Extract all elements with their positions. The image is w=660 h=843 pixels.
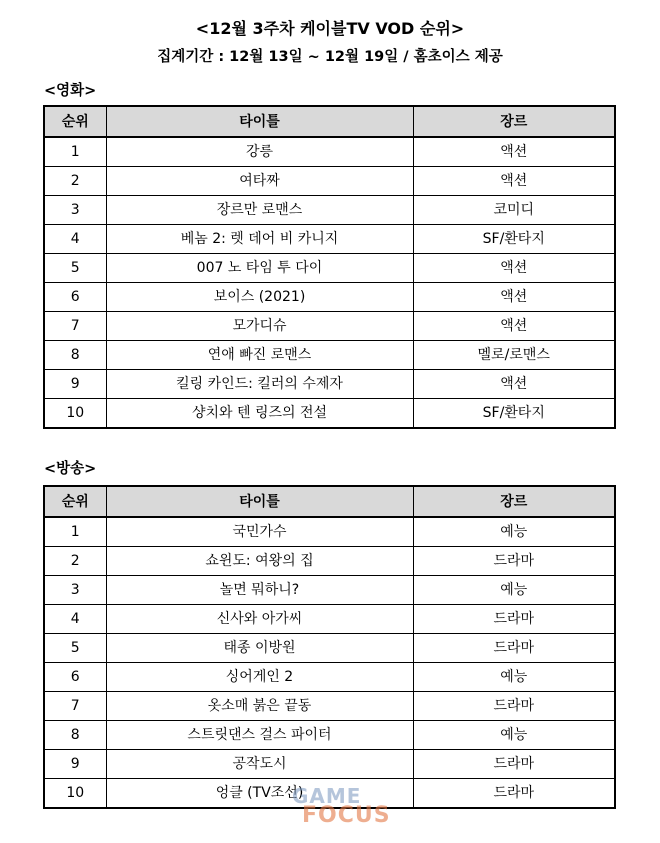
genre-cell: 드라마	[413, 634, 615, 663]
genre-cell: 예능	[413, 517, 615, 547]
rank-cell: 4	[44, 605, 106, 634]
genre-cell: 액션	[413, 137, 615, 167]
column-header-genre: 장르	[413, 486, 615, 517]
genre-cell: 드라마	[413, 779, 615, 809]
page-title: <12월 3주차 케이블TV VOD 순위>	[195, 19, 465, 38]
title-cell: 연애 빠진 로맨스	[106, 341, 413, 370]
rank-cell: 8	[44, 721, 106, 750]
genre-cell: 액션	[413, 254, 615, 283]
genre-cell: 코미디	[413, 196, 615, 225]
genre-cell: 드라마	[413, 605, 615, 634]
table-row	[44, 721, 615, 750]
title-cell: 싱어게인 2	[106, 663, 413, 692]
table-row	[44, 225, 615, 254]
table-header-row	[44, 486, 615, 517]
movies-section-label: <영화>	[44, 83, 97, 99]
genre-cell: 액션	[413, 167, 615, 196]
title-cell: 스트릿댄스 걸스 파이터	[106, 721, 413, 750]
title-cell: 강릉	[106, 137, 413, 167]
title-cell: 여타짜	[106, 167, 413, 196]
title-cell: 공작도시	[106, 750, 413, 779]
title-cell: 장르만 로맨스	[106, 196, 413, 225]
table-header-row	[44, 106, 615, 137]
table-row	[44, 283, 615, 312]
title-cell: 엉클 (TV조선)	[106, 779, 413, 809]
column-header-title: 타이틀	[106, 106, 413, 137]
genre-cell: SF/환타지	[413, 225, 615, 254]
table-row	[44, 779, 615, 809]
table-row	[44, 167, 615, 196]
table-row	[44, 517, 615, 547]
table-row	[44, 634, 615, 663]
column-header-rank: 순위	[44, 486, 106, 517]
title-cell: 신사와 아가씨	[106, 605, 413, 634]
title-cell: 쇼윈도: 여왕의 집	[106, 547, 413, 576]
table-row	[44, 312, 615, 341]
tv-ranking-table	[43, 485, 616, 809]
rank-cell: 3	[44, 576, 106, 605]
rank-cell: 1	[44, 137, 106, 167]
title-cell: 베놈 2: 렛 데어 비 카니지	[106, 225, 413, 254]
rank-cell: 10	[44, 779, 106, 809]
rank-cell: 2	[44, 167, 106, 196]
rank-cell: 2	[44, 547, 106, 576]
column-header-genre: 장르	[413, 106, 615, 137]
genre-cell: 액션	[413, 312, 615, 341]
table-row	[44, 341, 615, 370]
title-cell: 킬링 카인드: 킬러의 수제자	[106, 370, 413, 399]
table-row	[44, 399, 615, 429]
rank-cell: 6	[44, 663, 106, 692]
table-row	[44, 547, 615, 576]
title-cell: 보이스 (2021)	[106, 283, 413, 312]
genre-cell: 예능	[413, 721, 615, 750]
genre-cell: 드라마	[413, 547, 615, 576]
watermark-line-bottom: FOCUS	[302, 803, 391, 828]
rank-cell: 7	[44, 312, 106, 341]
watermark-line-top: GAME	[292, 784, 362, 808]
title-cell: 샹치와 텐 링즈의 전설	[106, 399, 413, 429]
rank-cell: 6	[44, 283, 106, 312]
genre-cell: 드라마	[413, 750, 615, 779]
title-cell: 옷소매 붉은 끝동	[106, 692, 413, 721]
table-row	[44, 370, 615, 399]
rank-cell: 9	[44, 370, 106, 399]
rank-cell: 10	[44, 399, 106, 429]
tv-section-label: <방송>	[44, 461, 97, 477]
genre-cell: 액션	[413, 283, 615, 312]
genre-cell: 멜로/로맨스	[413, 341, 615, 370]
genre-cell: 드라마	[413, 692, 615, 721]
rank-cell: 5	[44, 254, 106, 283]
genre-cell: SF/환타지	[413, 399, 615, 429]
genre-cell: 예능	[413, 663, 615, 692]
period-subtitle: 집계기간 : 12월 13일 ~ 12월 19일 / 홈초이스 제공	[157, 49, 503, 65]
table-row	[44, 605, 615, 634]
table-row	[44, 137, 615, 167]
title-cell: 007 노 타임 투 다이	[106, 254, 413, 283]
table-row	[44, 254, 615, 283]
rank-cell: 5	[44, 634, 106, 663]
column-header-rank: 순위	[44, 106, 106, 137]
table-row	[44, 750, 615, 779]
rank-cell: 3	[44, 196, 106, 225]
table-row	[44, 576, 615, 605]
movies-ranking-table	[43, 105, 616, 429]
table-row	[44, 196, 615, 225]
title-cell: 국민가수	[106, 517, 413, 547]
rank-cell: 8	[44, 341, 106, 370]
column-header-title: 타이틀	[106, 486, 413, 517]
title-cell: 놀면 뭐하니?	[106, 576, 413, 605]
rank-cell: 7	[44, 692, 106, 721]
rank-cell: 1	[44, 517, 106, 547]
title-cell: 태종 이방원	[106, 634, 413, 663]
genre-cell: 예능	[413, 576, 615, 605]
rank-cell: 9	[44, 750, 106, 779]
table-row	[44, 663, 615, 692]
title-cell: 모가디슈	[106, 312, 413, 341]
table-row	[44, 692, 615, 721]
rank-cell: 4	[44, 225, 106, 254]
genre-cell: 액션	[413, 370, 615, 399]
